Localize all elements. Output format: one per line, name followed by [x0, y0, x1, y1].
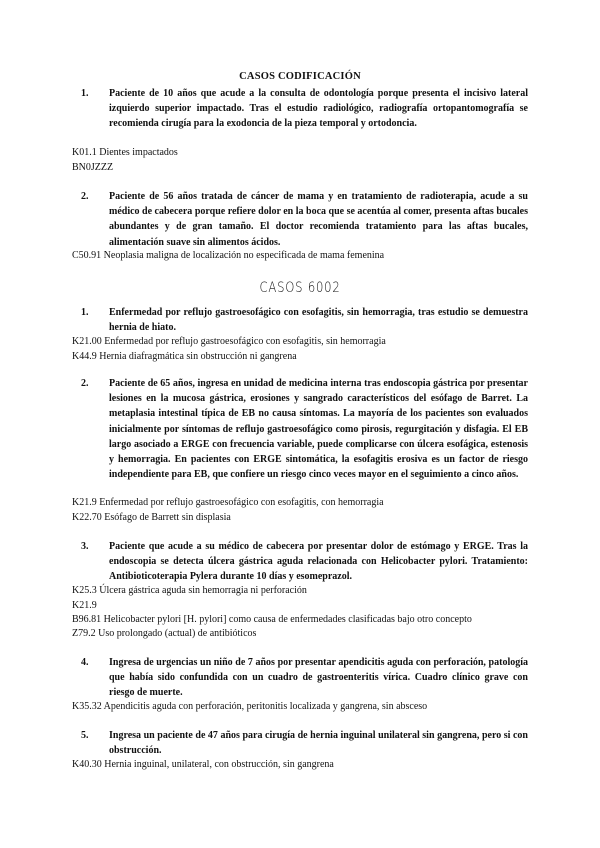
case-text: Paciente de 10 años que acude a la consulta de odontología porque presenta el incisivo lateral izquierdo superior impactado. Tras el estudio radiológico, radiografía ortopantomografía se recomienda cirugía para la exodoncia de la pieza temporal y ortodoncia. — [109, 88, 528, 130]
code-line: B96.81 Helicobacter pylori [H. pylori] como causa de enfermedades clasificadas bajo otro concepto — [72, 614, 472, 625]
code-line: K21.00 Enfermedad por reflujo gastroesofágico con esofagitis, sin hemorragia — [72, 336, 386, 347]
section-case-2-question — [81, 376, 528, 482]
case-number: 1. — [81, 88, 89, 99]
case-number: 5. — [81, 730, 89, 741]
section-title: CASOS 6002 — [259, 280, 341, 296]
case-text: Enfermedad por reflujo gastroesofágico con esofagitis, sin hemorragia, tras estudio se demuestra hernia de hiato. — [109, 307, 528, 334]
case-2-question — [81, 189, 528, 250]
case-number: 2. — [81, 191, 89, 202]
section-case-3-question — [81, 539, 528, 585]
case-text: Paciente de 65 años, ingresa en unidad de medicina interna tras endoscopia gástrica por presentar lesiones en la mucosa gástrica, erosiones y sangrado característicos del esófago de Barret. La metaplasia intestinal típica de EB no causa síntomas. La mayoría de los pacientes son evaluados inicialmente por síntomas de reflujo gastroesofágico como pirosis, regurgitación y disfagia. El EB largo asociado a ERGE con frecuencia variable, puede complicarse con úlcera esofágica, estenosis y hemorragia. En pacientes con ERGE sintomática, la esofagitis erosiva es un factor de riesgo independiente para EB, que confiere un riesgo cinco veces mayor en el seguimiento a cinco años. — [109, 378, 528, 481]
code-line: K35.32 Apendicitis aguda con perforación, peritonitis localizada y gangrena, sin absceso — [72, 701, 428, 712]
code-line: K25.3 Úlcera gástrica aguda sin hemorragia ni perforación — [72, 585, 307, 596]
section-case-5-question — [81, 728, 528, 758]
case-number: 3. — [81, 541, 89, 552]
code-line: BN0JZZZ — [72, 162, 114, 173]
section-case-1-question — [81, 305, 528, 335]
case-number: 4. — [81, 657, 89, 668]
code-line: K44.9 Hernia diafragmática sin obstrucción ni gangrena — [72, 351, 297, 362]
code-line: K21.9 — [72, 600, 97, 611]
case-number: 2. — [81, 378, 89, 389]
case-text: Ingresa de urgencias un niño de 7 años por presentar apendicitis aguda con perforación, patología que había sido confundida con un cuadro de gastroenteritis vírica. Cuadro clínico grave con riesgo de muerte. — [109, 657, 528, 699]
page-title: CASOS CODIFICACIÓN — [239, 71, 361, 82]
case-1-question — [81, 86, 528, 132]
case-text: Paciente que acude a su médico de cabecera por presentar dolor de estómago y ERGE. Tras la endoscopia se detecta úlcera gástrica aguda relacionada con Helicobacter pylori. Tratamiento: Antibioticoterapia Pylera durante 10 días y esomeprazol. — [109, 541, 528, 583]
code-line: K40.30 Hernia inguinal, unilateral, con obstrucción, sin gangrena — [72, 759, 334, 770]
code-line: C50.91 Neoplasia maligna de localización no especificada de mama femenina — [72, 250, 385, 261]
code-line: K21.9 Enfermedad por reflujo gastroesofágico con esofagitis, con hemorragia — [72, 497, 384, 508]
case-text: Ingresa un paciente de 47 años para cirugía de hernia inguinal unilateral sin gangrena, pero si con obstrucción. — [109, 730, 528, 757]
code-line: K22.70 Esófago de Barrett sin displasia — [72, 512, 231, 523]
section-case-4-question — [81, 655, 528, 701]
case-number: 1. — [81, 307, 89, 318]
case-text: Paciente de 56 años tratada de cáncer de mama y en tratamiento de radioterapia, acude a su médico de cabecera porque refiere dolor en la boca que se acentúa al comer, presenta aftas bucales abundantes y de gran tamaño. El doctor recomienda tratamiento para las aftas bucales, alimentación suave sin alimentos ácidos. — [109, 191, 528, 248]
code-line: K01.1 Dientes impactados — [72, 147, 178, 158]
code-line: Z79.2 Uso prolongado (actual) de antibióticos — [72, 628, 257, 639]
